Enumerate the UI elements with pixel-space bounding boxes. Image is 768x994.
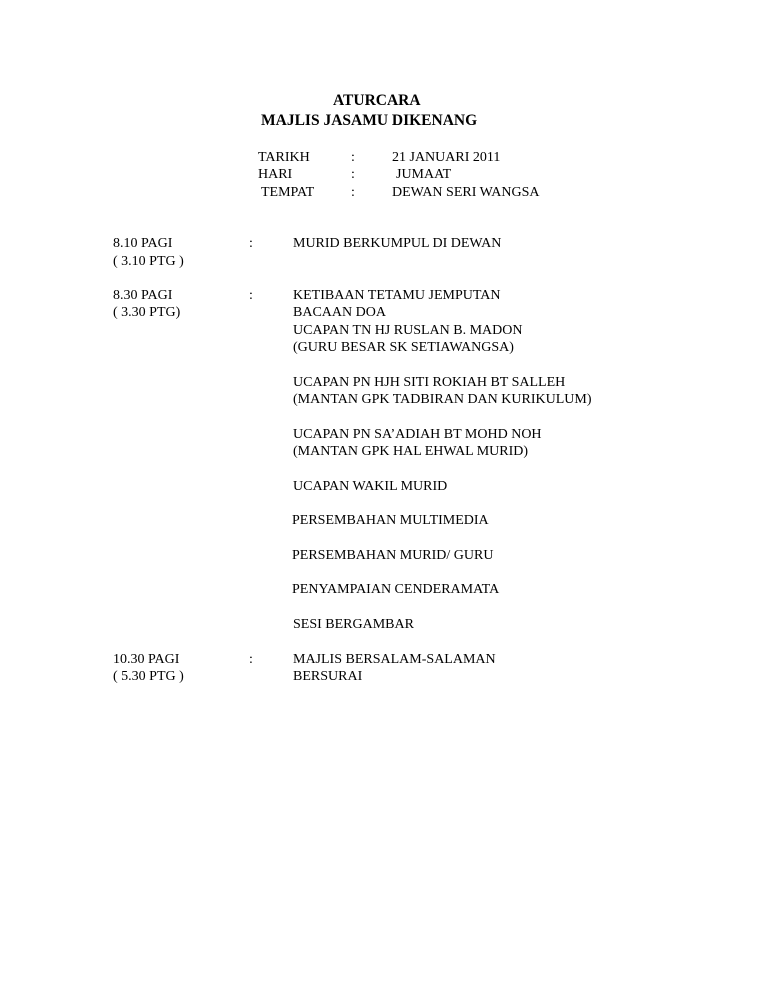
schedule-time-alt: ( 5.30 PTG ) xyxy=(113,669,184,684)
info-sep-tarikh: : xyxy=(351,150,355,165)
info-sep-hari: : xyxy=(351,167,355,182)
schedule-item: MURID BERKUMPUL DI DEWAN xyxy=(293,236,502,251)
info-label-tarikh: TARIKH xyxy=(258,150,310,165)
schedule-sep: : xyxy=(249,236,253,251)
schedule-item: UCAPAN PN HJH SITI ROKIAH BT SALLEH xyxy=(293,375,566,390)
schedule-time: 8.10 PAGI xyxy=(113,236,173,251)
schedule-time-alt: ( 3.30 PTG) xyxy=(113,305,181,320)
schedule-item: PENYAMPAIAN CENDERAMATA xyxy=(292,582,500,597)
schedule-time: 8.30 PAGI xyxy=(113,288,173,303)
schedule-item: MAJLIS BERSALAM-SALAMAN xyxy=(293,652,496,667)
info-value-tarikh: 21 JANUARI 2011 xyxy=(392,150,501,165)
schedule-sep: : xyxy=(249,652,253,667)
info-value-hari: JUMAAT xyxy=(396,167,452,182)
schedule-time-alt: ( 3.10 PTG ) xyxy=(113,254,184,269)
schedule-item: PERSEMBAHAN MURID/ GURU xyxy=(292,548,494,563)
info-label-tempat: TEMPAT xyxy=(261,185,315,200)
schedule-item: BERSURAI xyxy=(293,669,363,684)
page-subtitle: MAJLIS JASAMU DIKENANG xyxy=(261,112,478,129)
schedule-item: UCAPAN WAKIL MURID xyxy=(293,479,448,494)
schedule-item: SESI BERGAMBAR xyxy=(293,617,414,632)
info-sep-tempat: : xyxy=(351,185,355,200)
schedule-item: UCAPAN TN HJ RUSLAN B. MADON xyxy=(293,323,523,338)
schedule-item: PERSEMBAHAN MULTIMEDIA xyxy=(292,513,489,528)
info-value-tempat: DEWAN SERI WANGSA xyxy=(392,185,540,200)
schedule-sep: : xyxy=(249,288,253,303)
schedule-item: UCAPAN PN SA’ADIAH BT MOHD NOH xyxy=(293,427,542,442)
page-title: ATURCARA xyxy=(333,92,421,109)
schedule-item: (MANTAN GPK HAL EHWAL MURID) xyxy=(293,444,529,459)
schedule-item: (GURU BESAR SK SETIAWANGSA) xyxy=(293,340,514,355)
schedule-item: (MANTAN GPK TADBIRAN DAN KURIKULUM) xyxy=(293,392,592,407)
schedule-item: BACAAN DOA xyxy=(293,305,386,320)
schedule-time: 10.30 PAGI xyxy=(113,652,180,667)
schedule-item: KETIBAAN TETAMU JEMPUTAN xyxy=(293,288,501,303)
info-label-hari: HARI xyxy=(258,167,293,182)
